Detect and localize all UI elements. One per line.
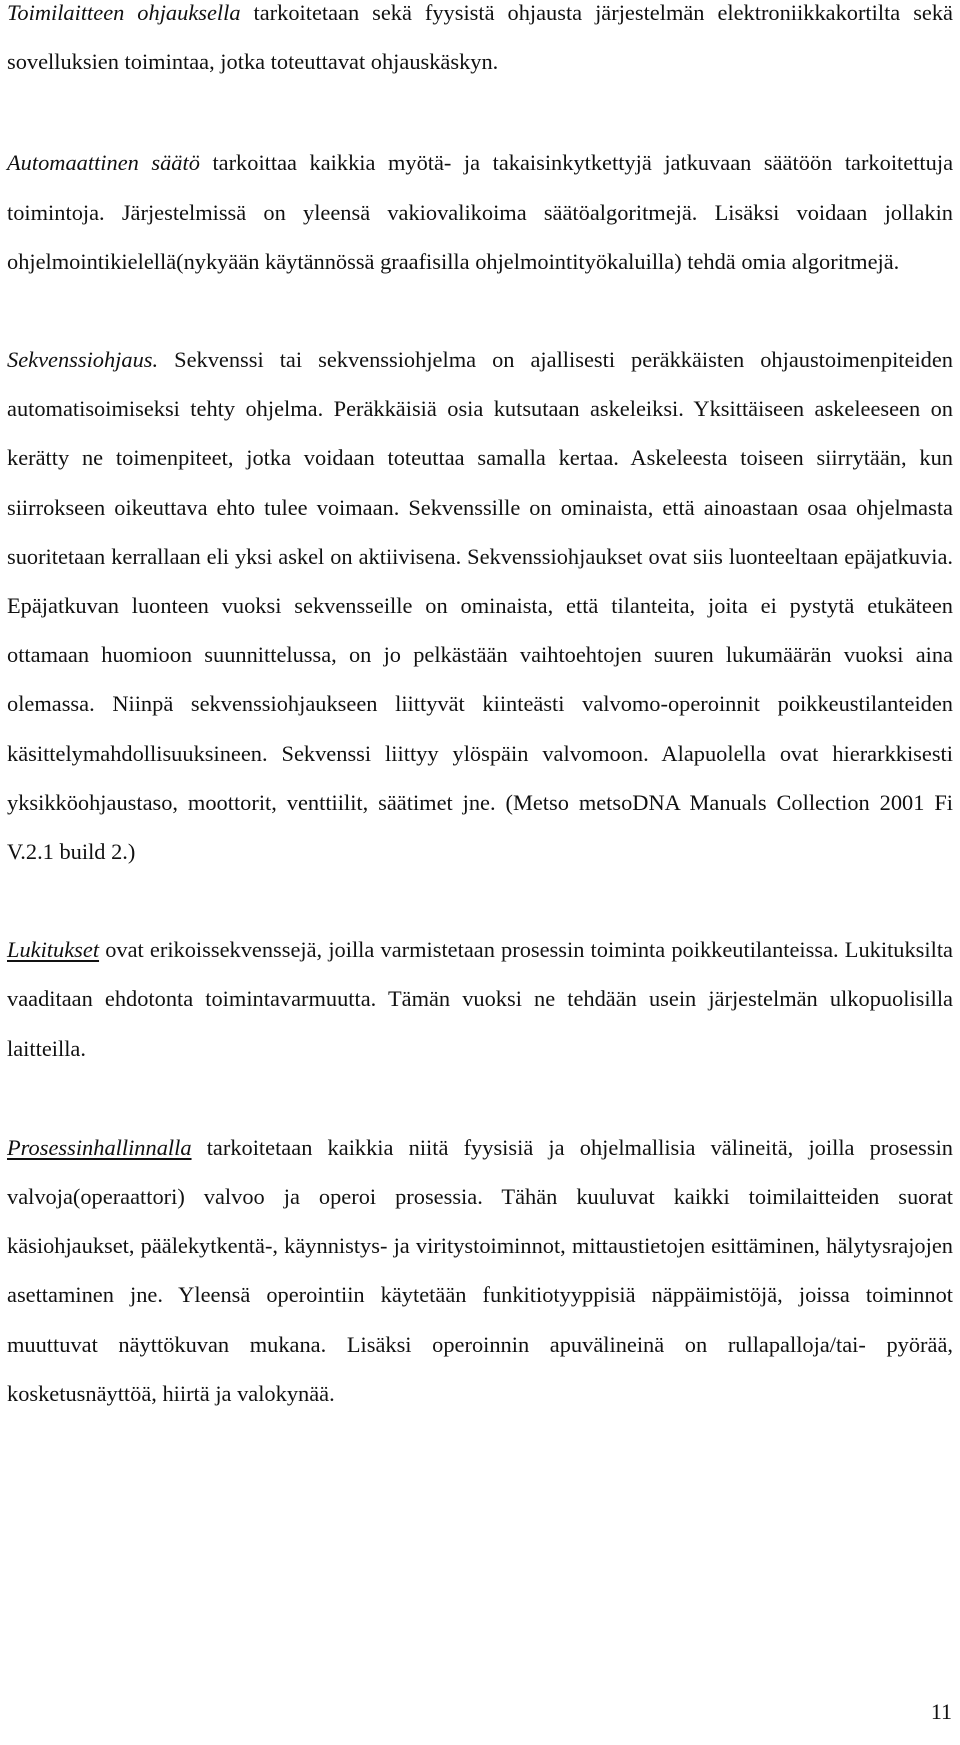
paragraph-lukitukset: [7, 925, 953, 1073]
term-lukitukset: Lukitukset: [7, 937, 100, 963]
page-body: [7, 0, 953, 1418]
paragraph-sekvenssiohjaus: [7, 335, 953, 876]
paragraph-automaattinen-saato: [7, 138, 953, 286]
paragraph-text: tarkoitetaan sekä fyysistä ohjausta järjestelmän elektroniikkakortilta sekä sovelluksien toimintaa, jotka toteuttavat ohjauskäskyn.: [7, 0, 953, 75]
paragraph-text: ovat erikoissekvenssejä, joilla varmistetaan prosessin toiminta poikkeutilanteissa. Lukituksilta vaaditaan ehdotonta toimintavarmuutta. Tämän vuoksi ne tehdään usein järjestelmän ulkopuolisilla laitteilla.: [7, 937, 953, 1061]
page-number: 11: [930, 1699, 952, 1724]
term-toimilaitteen-ohjauksella: Toimilaitteen ohjauksella: [7, 0, 241, 25]
paragraph-text: Sekvenssi tai sekvenssiohjelma on ajallisesti peräkkäisten ohjaustoimenpiteiden automatisoimiseksi tehty ohjelma. Peräkkäisiä osia kutsutaan askeleiksi. Yksittäiseen askeleeseen on kerätty ne toimenpiteet, jotka voidaan toteuttaa samalla kertaa. Askeleesta toiseen siirrytään, kun siirrokseen oikeuttava ehto tulee voimaan. Sekvenssille on ominaista, että ainoastaan osaa ohjelmasta suoritetaan kerrallaan eli yksi askel on aktiivisena. Sekvenssiohjaukset ovat siis luonteeltaan epäjatkuvia. Epäjatkuvan luonteen vuoksi sekvensseille on ominaista, että tilanteita, joita ei pystytä etukäteen ottamaan huomioon suunnittelussa, on jo pelkästään vaihtoehtojen suuren lukumäärän vuoksi aina olemassa. Niinpä sekvenssiohjaukseen liittyvät kiinteästi valvomo-operoinnit poikkeustilanteiden käsittelymahdollisuuksineen. Sekvenssi liittyy ylöspäin valvomoon. Alapuolella ovat hierarkkisesti yksikköohjaustaso, moottorit, venttiilit, säätimet jne. (Metso metsoDNA Manuals Collection 2001 Fi V.2.1 build 2.): [7, 347, 953, 865]
paragraph-toimilaitteen-ohjaus: [7, 0, 953, 86]
paragraph-prosessinhallinta: [7, 1123, 953, 1418]
term-sekvenssiohjaus: Sekvenssiohjaus.: [7, 347, 159, 373]
term-prosessinhallinnalla: Prosessinhallinnalla: [7, 1134, 192, 1160]
term-automaattinen-saato: Automaattinen säätö: [7, 150, 200, 176]
paragraph-text: tarkoittaa kaikkia myötä- ja takaisinkytkettyjä jatkuvaan säätöön tarkoitettuja toimintoja. Järjestelmissä on yleensä vakiovalikoima säätöalgoritmejä. Lisäksi voidaan jollakin ohjelmointikielellä(nykyään käytännössä graafisilla ohjelmointityökaluilla) tehdä omia algoritmejä.: [7, 150, 954, 274]
paragraph-text: tarkoitetaan kaikkia niitä fyysisiä ja ohjelmallisia välineitä, joilla prosessin valvoja(operaattori) valvoo ja operoi prosessia. Tähän kuuluvat kaikki toimilaitteiden suorat käsiohjaukset, päälekytkentä-, käynnistys- ja viritystoiminnot, mittaustietojen esittäminen, hälytysrajojen asettaminen jne. Yleensä operointiin käytetään funkitiotyyppisiä näppäimistöjä, joissa toiminnot muuttuvat näyttökuvan mukana. Lisäksi operoinnin apuvälineinä on rullapalloja/tai- pyörää, kosketusnäyttöä, hiirtä ja valokynää.: [7, 1134, 953, 1406]
